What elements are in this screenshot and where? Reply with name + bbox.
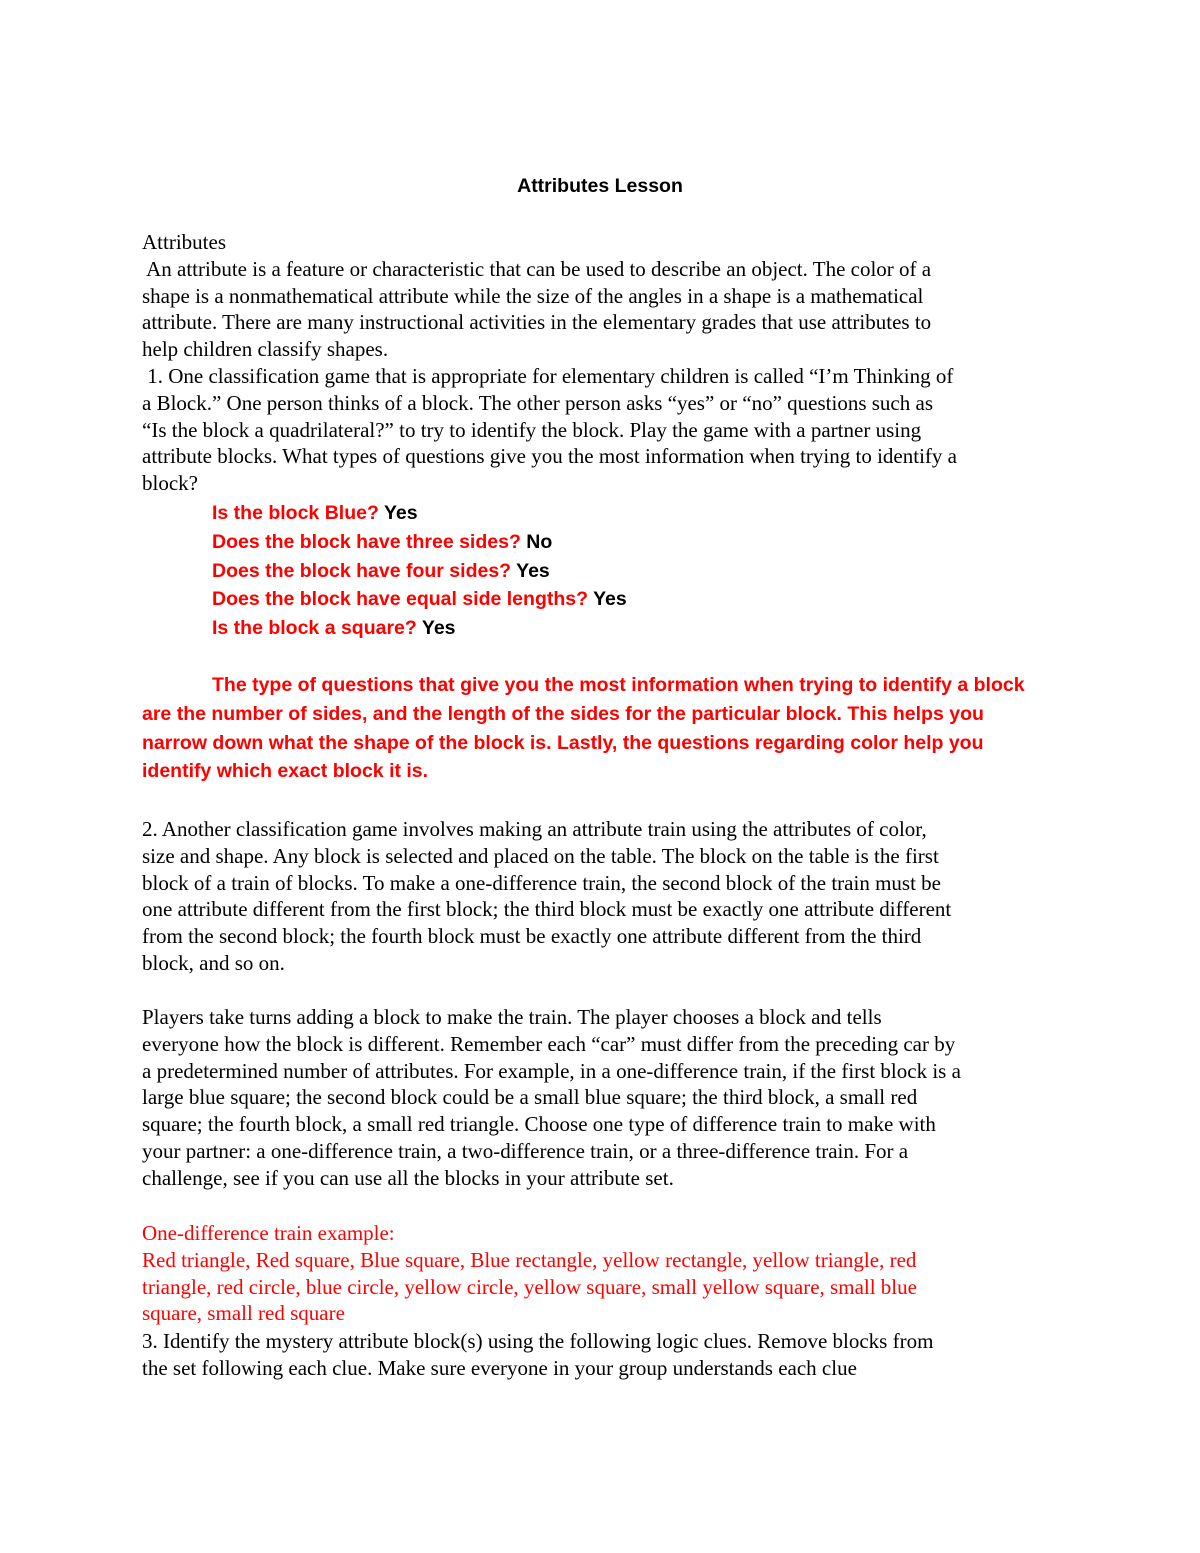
intro-line: attribute. There are many instructional activities in the elementary grades that use attributes to (142, 310, 932, 335)
intro-line: help children classify shapes. (142, 337, 389, 362)
players-line: square; the fourth block, a small red triangle. Choose one type of difference train to make with (142, 1112, 936, 1137)
qa-item (142, 585, 1072, 614)
intro-line: shape is a nonmathematical attribute while the size of the angles in a shape is a mathematical (142, 283, 924, 308)
question-2-line: from the second block; the fourth block must be exactly one attribute different from the third (142, 924, 922, 949)
qa-question: Is the block Blue? (212, 502, 379, 524)
players-line: challenge, see if you can use all the blocks in your attribute set. (142, 1165, 674, 1190)
answer-1-line: are the number of sides, and the length of the sides for the particular block. This helps you (142, 702, 984, 725)
qa-answer: No (520, 530, 553, 553)
answer-1-line: The type of questions that give you the most information when trying to identify a block (212, 674, 1025, 696)
answer-1-line: narrow down what the shape of the block is. Lastly, the questions regarding color help you (142, 731, 984, 754)
example-heading: One-difference train example: (142, 1221, 395, 1245)
qa-question: Is the block a square? (212, 617, 417, 640)
qa-item (142, 614, 1072, 643)
example-line: triangle, red circle, blue circle, yellow circle, yellow square, small yellow square, small blue (142, 1274, 917, 1299)
qa-question: Does the block have four sides? (212, 559, 512, 582)
question-3-line: the set following each clue. Make sure everyone in your group understands each clue (142, 1355, 857, 1380)
question-2-line: 2. Another classification game involves making an attribute train using the attributes of color, (142, 817, 927, 841)
intro-section (142, 229, 1072, 497)
qa-list (142, 499, 1072, 643)
example-section (142, 1220, 1072, 1327)
question-2-line: size and shape. Any block is selected and placed on the table. The block on the table is the first (142, 843, 939, 868)
question-3-paragraph (142, 1328, 1072, 1382)
players-line: large blue square; the second block could be a small blue square; the third block, a small red (142, 1085, 918, 1110)
question-1-line: 1. One classification game that is appropriate for elementary children is called “I’m Thinking of (142, 363, 954, 388)
qa-answer: Yes (378, 502, 418, 524)
example-line: Red triangle, Red square, Blue square, Blue rectangle, yellow rectangle, yellow triangle, red (142, 1247, 917, 1272)
question-2-paragraph (142, 816, 1072, 977)
question-2-line: one attribute different from the first block; the third block must be exactly one attribute different (142, 897, 952, 922)
question-1-line: “Is the block a quadrilateral?” to try to identify the block. Play the game with a partner using (142, 417, 922, 442)
players-line: everyone how the block is different. Remember each “car” must differ from the preceding car by (142, 1031, 956, 1056)
qa-answer: Yes (416, 617, 456, 640)
qa-answer: Yes (588, 588, 627, 611)
section-heading: Attributes (142, 230, 226, 254)
intro-line: An attribute is a feature or characteristic that can be used to describe an object. The color of a (142, 256, 932, 281)
question-1-line: block? (142, 471, 198, 496)
example-line: square, small red square (142, 1301, 345, 1326)
question-3-line: 3. Identify the mystery attribute block(s) using the following logic clues. Remove blocks from (142, 1329, 934, 1353)
answer-1-paragraph (142, 671, 1072, 786)
qa-item (142, 499, 1072, 528)
answer-1-line: identify which exact block it is. (142, 760, 429, 783)
qa-question: Does the block have three sides? (212, 530, 521, 553)
qa-question: Does the block have equal side lengths? (212, 588, 589, 611)
qa-item (142, 557, 1072, 586)
players-paragraph (142, 1004, 1072, 1192)
document-title: Attributes Lesson (517, 175, 683, 197)
players-line: your partner: a one-difference train, a two-difference train, or a three-difference train. For a (142, 1138, 909, 1163)
qa-item (142, 528, 1072, 557)
players-line: Players take turns adding a block to make the train. The player chooses a block and tells (142, 1005, 882, 1029)
qa-answer: Yes (511, 559, 550, 582)
question-2-line: block of a train of blocks. To make a one-difference train, the second block of the train must be (142, 870, 941, 895)
players-line: a predetermined number of attributes. For example, in a one-difference train, if the first block is a (142, 1058, 961, 1083)
question-1-line: attribute blocks. What types of questions give you the most information when trying to identify a (142, 444, 957, 469)
question-1-line: a Block.” One person thinks of a block. The other person asks “yes” or “no” questions such as (142, 390, 933, 415)
question-2-line: block, and so on. (142, 950, 285, 975)
